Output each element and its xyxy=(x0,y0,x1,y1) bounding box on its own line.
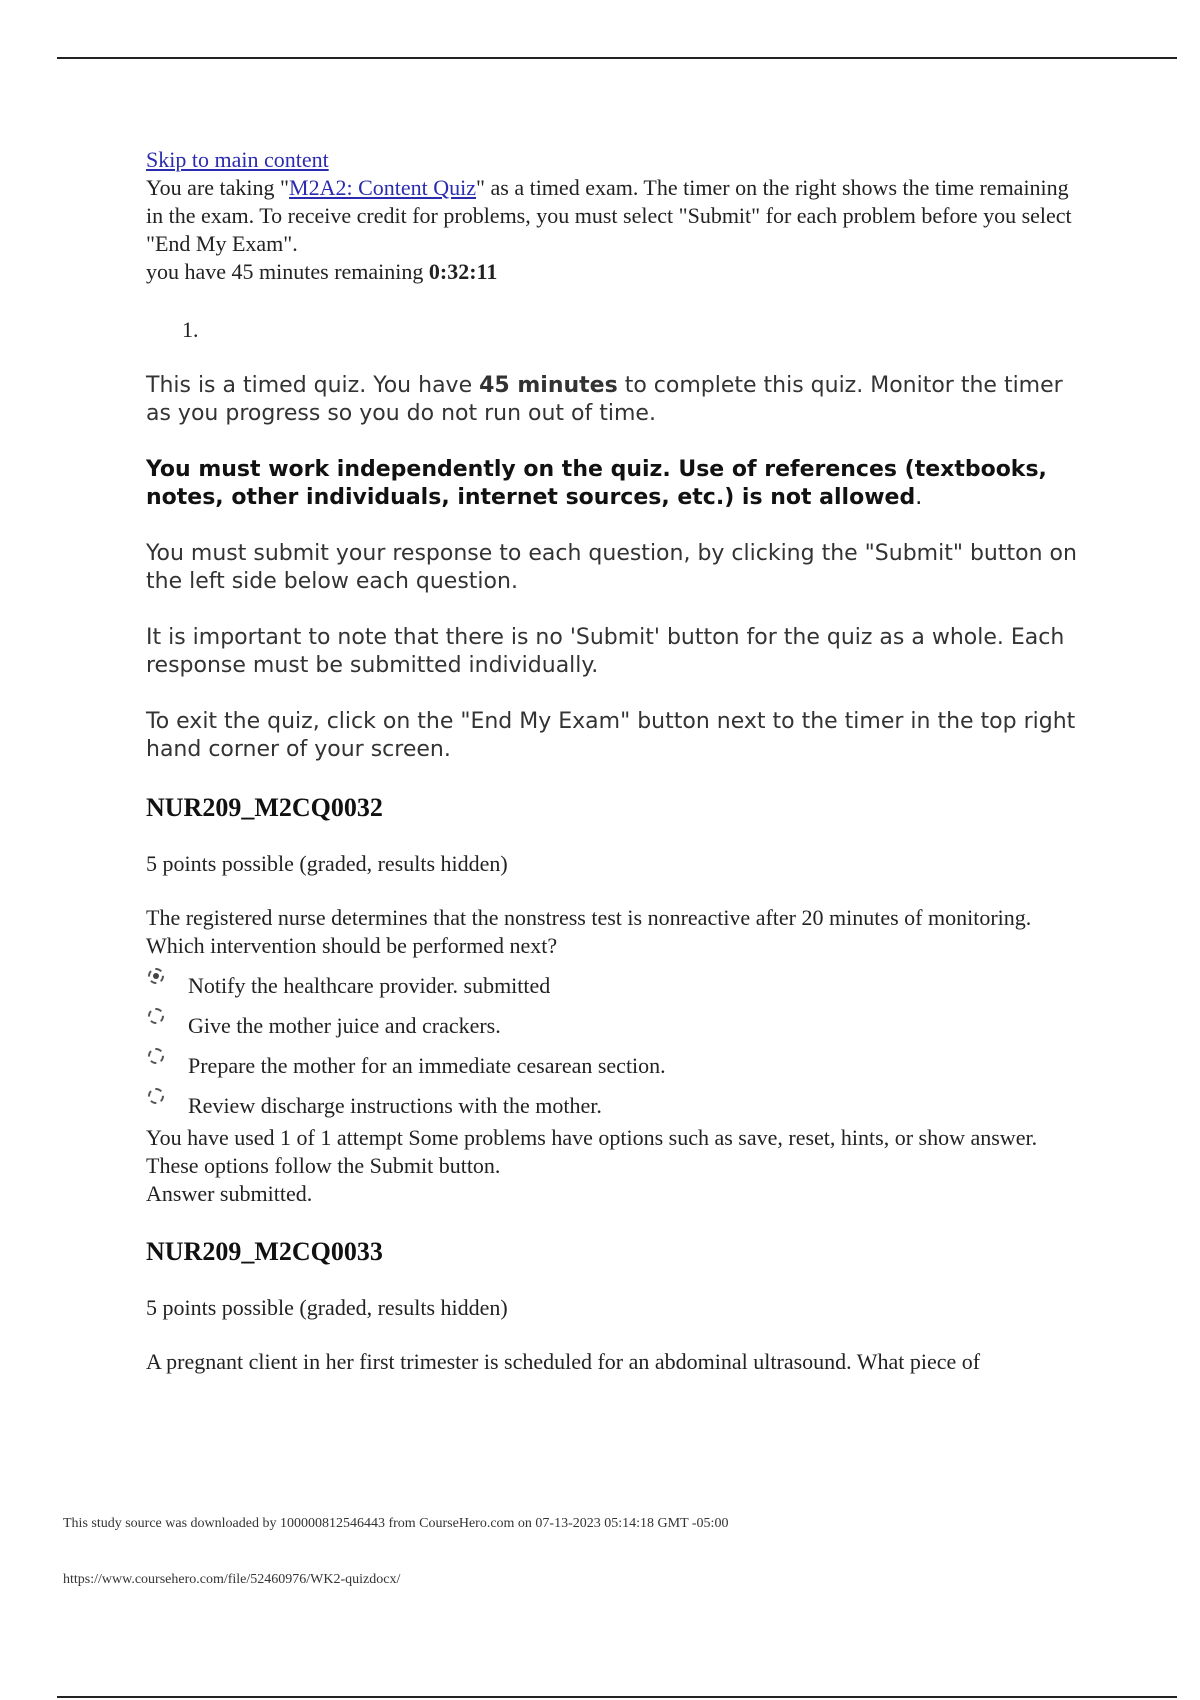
choice-label: Give the mother juice and crackers. xyxy=(188,1013,501,1038)
choice-label: Review discharge instructions with the mother. xyxy=(188,1093,602,1118)
instruction-exit: To exit the quiz, click on the "End My Exam" button next to the timer in the top right hand corner of your screen. xyxy=(146,709,1076,762)
problem-question: The registered nurse determines that the nonstress test is nonreactive after 20 minutes of monitoring. Which intervention should be performed next? xyxy=(146,905,1032,958)
quiz-content xyxy=(146,146,1086,1376)
list-number: 1. xyxy=(182,317,199,342)
skip-to-main-link[interactable]: Skip to main content xyxy=(146,147,329,172)
timer-line: you have 45 minutes remaining 0:32:11 xyxy=(146,259,498,284)
instruction-timed: This is a timed quiz. You have 45 minutes to complete this quiz. Monitor the timer as you progress so you do not run out of time. xyxy=(146,373,1063,426)
problem-title: NUR209_M2CQ0033 xyxy=(146,1237,383,1266)
attempts-info: You have used 1 of 1 attempt Some problems have options such as save, reset, hints, or show answer. These options follow the Submit button. xyxy=(146,1125,1038,1178)
radio-button[interactable] xyxy=(148,1048,164,1064)
radio-button-selected[interactable] xyxy=(148,968,164,984)
radio-button[interactable] xyxy=(148,1008,164,1024)
answer-choice[interactable] xyxy=(146,964,1086,1004)
top-divider xyxy=(57,57,1177,59)
answer-choice[interactable] xyxy=(146,1004,1086,1044)
instruction-submit-each: You must submit your response to each question, by clicking the "Submit" button on the left side below each question. xyxy=(146,541,1077,594)
timer-value: 0:32:11 xyxy=(428,259,498,284)
answer-choice[interactable] xyxy=(146,1044,1086,1084)
answer-choice[interactable] xyxy=(146,1084,1086,1124)
source-url: https://www.coursehero.com/file/52460976/WK2-quizdocx/ xyxy=(63,1572,401,1587)
submission-status: Answer submitted. xyxy=(146,1181,313,1206)
download-note: This study source was downloaded by 100000812546443 from CourseHero.com on 07-13-2023 05:14:18 GMT -05:00 xyxy=(63,1516,729,1531)
answer-choices xyxy=(146,964,1086,1124)
choice-label: Notify the healthcare provider. submitted xyxy=(188,973,551,998)
choice-label: Prepare the mother for an immediate cesarean section. xyxy=(188,1053,666,1078)
problem-points: 5 points possible (graded, results hidden) xyxy=(146,1295,508,1320)
problem-points: 5 points possible (graded, results hidden) xyxy=(146,851,508,876)
bottom-divider xyxy=(57,1696,1177,1698)
instruction-no-whole-submit: It is important to note that there is no 'Submit' button for the quiz as a whole. Each response must be submitted individually. xyxy=(146,625,1065,678)
exam-title-link[interactable]: M2A2: Content Quiz xyxy=(289,175,477,200)
instruction-independent: You must work independently on the quiz. Use of references (textbooks, notes, other individuals, internet sources, etc.) is not allowed. xyxy=(146,457,1047,510)
exam-intro: You are taking "M2A2: Content Quiz" as a timed exam. The timer on the right shows the time remaining in the exam. To receive credit for problems, you must select "Submit" for each problem before you select "End My Exam". xyxy=(146,175,1072,256)
problem-question: A pregnant client in her first trimester is scheduled for an abdominal ultrasound. What piece of xyxy=(146,1349,981,1374)
problem-title: NUR209_M2CQ0032 xyxy=(146,793,383,822)
radio-button[interactable] xyxy=(148,1088,164,1104)
